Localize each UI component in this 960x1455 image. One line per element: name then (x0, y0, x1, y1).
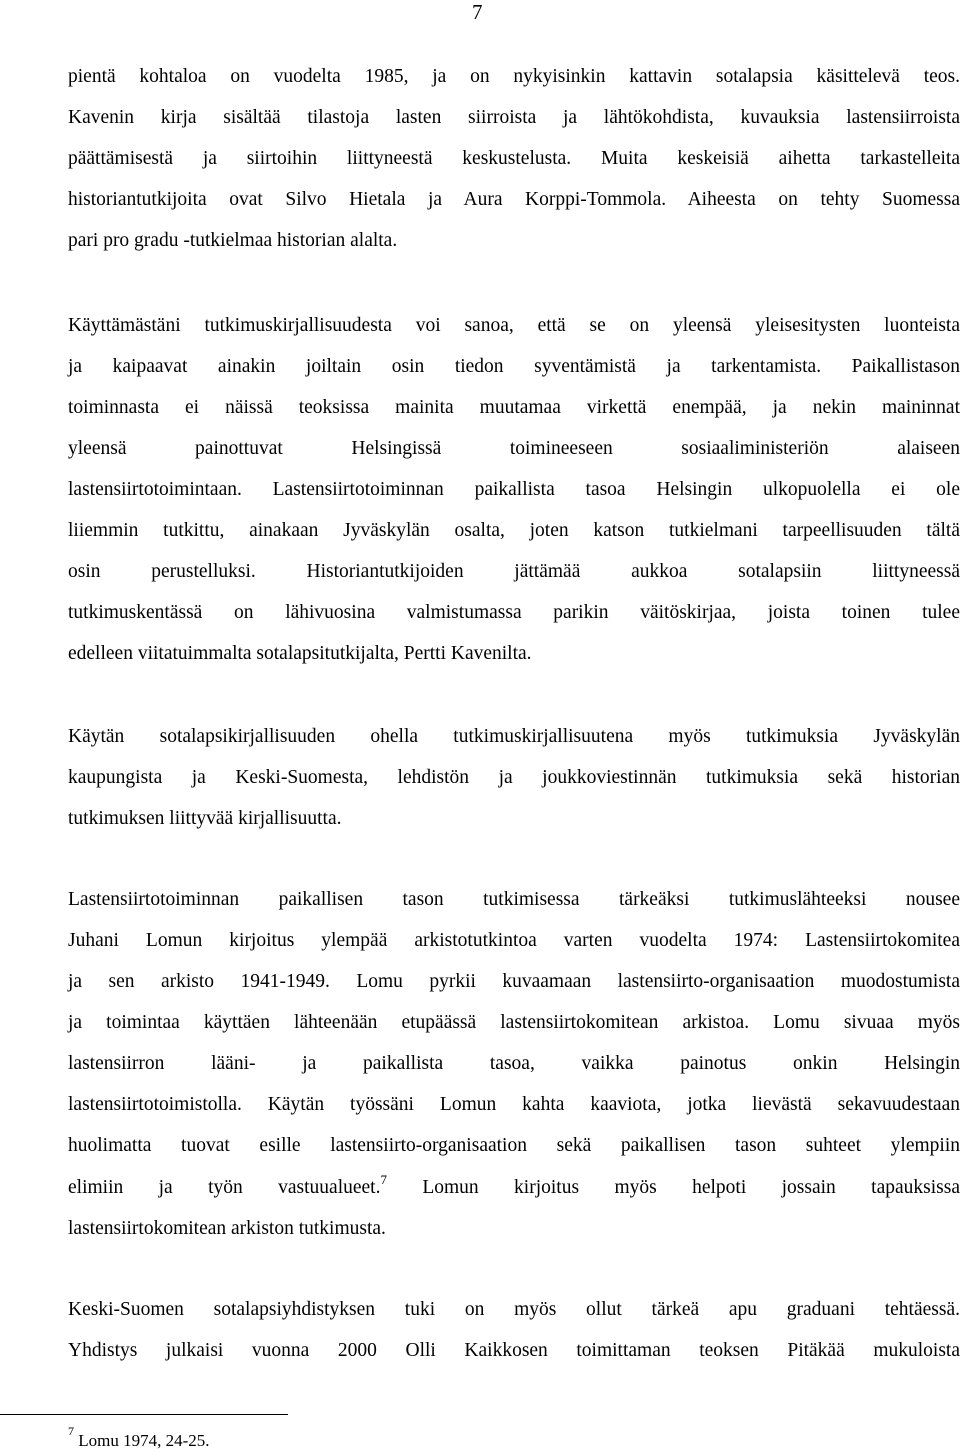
body-line: historiantutkijoita ovat Silvo Hietala ja Aura Korppi-Tommola. Aiheesta on tehty Suomessa (68, 189, 960, 210)
body-line: Käytän sotalapsikirjallisuuden ohella tutkimuskirjallisuutena myös tutkimuksia Jyväskylän (68, 726, 960, 747)
body-line: Käyttämästäni tutkimuskirjallisuudesta voi sanoa, että se on yleensä yleisesitysten luonteista (68, 315, 960, 336)
body-line: tutkimuksen liittyvää kirjallisuutta. (68, 808, 342, 829)
body-line: lastensiirtokomitean arkiston tutkimusta. (68, 1218, 386, 1239)
body-line: yleensä painottuvat Helsingissä toimineeseen sosiaaliministeriön alaiseen (68, 438, 960, 459)
footnote (68, 1424, 210, 1453)
body-line: Lastensiirtotoiminnan paikallisen tason tutkimisessa tärkeäksi tutkimuslähteeksi nousee (68, 889, 960, 910)
footnote-marker: 7 (68, 1424, 74, 1439)
footnote-line-before: elimiin ja työn vastuualueet. (68, 1177, 381, 1198)
footnote-text: Lomu 1974, 24-25. (74, 1431, 210, 1450)
body-line: Juhani Lomun kirjoitus ylempää arkistotutkintoa varten vuodelta 1974: Lastensiirtokomitea (68, 930, 960, 951)
body-line: huolimatta tuovat esille lastensiirto-organisaation sekä paikallisen tason suhteet ylempiin (68, 1135, 960, 1156)
body-line: Kavenin kirja sisältää tilastoja lasten siirroista ja lähtökohdista, kuvauksia lastensiirroista (68, 107, 960, 128)
body-line: lastensiirtotoimistolla. Käytän työssäni Lomun kahta kaaviota, jotka lievästä sekavuudestaan (68, 1094, 960, 1115)
body-line: ja toimintaa käyttäen lähteenään etupäässä lastensiirtokomitean arkistoa. Lomu sivuaa myös (68, 1012, 960, 1033)
footnote-separator (0, 1414, 288, 1415)
body-line: toiminnasta ei näissä teoksissa mainita muutamaa virkettä enempää, ja nekin maininnat (68, 397, 960, 418)
body-line: ja kaipaavat ainakin joiltain osin tiedon syventämistä ja tarkentamista. Paikallistason (68, 356, 960, 377)
body-line: edelleen viitatuimmalta sotalapsitutkijalta, Pertti Kavenilta. (68, 643, 532, 664)
body-line: liiemmin tutkittu, ainakaan Jyväskylän osalta, joten katson tutkielmani tarpeellisuuden tältä (68, 520, 960, 541)
footnote-reference[interactable]: 7 (380, 1171, 387, 1187)
body-line: lastensiirron lääni- ja paikallista tasoa, vaikka painotus onkin Helsingin (68, 1053, 960, 1074)
body-line: kaupungista ja Keski-Suomesta, lehdistön ja joukkoviestinnän tutkimuksia sekä historian (68, 767, 960, 788)
body-line: ja sen arkisto 1941-1949. Lomu pyrkii kuvaamaan lastensiirto-organisaation muodostumista (68, 971, 960, 992)
body-line: lastensiirtotoimintaan. Lastensiirtotoiminnan paikallista tasoa Helsingin ulkopuolella ei ole (68, 479, 960, 500)
body-line: pari pro gradu -tutkielmaa historian alalta. (68, 230, 398, 251)
body-line: Keski-Suomen sotalapsiyhdistyksen tuki on myös ollut tärkeä apu graduani tehtäessä. (68, 1299, 960, 1320)
body-line-with-footnote (68, 1171, 960, 1201)
footnote-line-after: Lomun kirjoitus myös helpoti jossain tapauksissa (386, 1177, 960, 1198)
body-line: tutkimuskentässä on lähivuosina valmistumassa parikin väitöskirjaa, joista toinen tulee (68, 602, 960, 623)
body-line: osin perustelluksi. Historiantutkijoiden jättämää aukkoa sotalapsiin liittyneessä (68, 561, 960, 582)
body-line: Yhdistys julkaisi vuonna 2000 Olli Kaikkosen toimittaman teoksen Pitäkää mukuloista (68, 1340, 960, 1361)
body-line: päättämisestä ja siirtoihin liittyneestä keskustelusta. Muita keskeisiä aihetta tarkastelleita (68, 148, 960, 169)
body-line: pientä kohtaloa on vuodelta 1985, ja on nykyisinkin kattavin sotalapsia käsittelevä teos. (68, 66, 960, 87)
page-number: 7 (472, 0, 483, 24)
